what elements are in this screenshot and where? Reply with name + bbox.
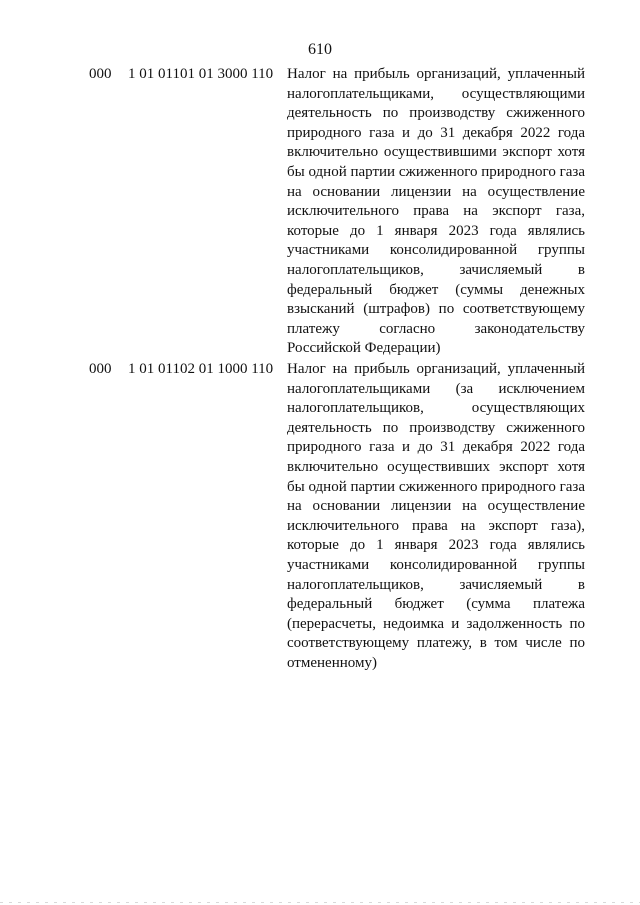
admin-code: 000 — [89, 361, 112, 377]
description-line: (перерасчеты, недоимка и задолженность по — [287, 615, 585, 632]
description-line: деятельность по производству сжиженного — [287, 419, 585, 436]
description-line: налогоплательщиками (за исключением — [287, 380, 585, 397]
description-line: бы одной партии сжиженного природного газа — [287, 163, 585, 180]
page-number: 610 — [308, 41, 332, 58]
description-line: исключительного права на экспорт газа, — [287, 203, 585, 220]
description-line: которые до 1 января 2023 года являлись — [287, 537, 585, 554]
description-line: природного газа и до 31 декабря 2022 года — [287, 439, 585, 456]
description-line: деятельность по производству сжиженного — [287, 105, 585, 122]
description-line: федеральный бюджет (сумма платежа — [287, 596, 585, 613]
description-line: природного газа и до 31 декабря 2022 года — [287, 124, 585, 141]
entry-description — [287, 360, 585, 674]
description-line: на основании лицензии на осуществление — [287, 498, 585, 515]
description-line: Налог на прибыль организаций, уплаченный — [287, 66, 585, 82]
description-line: Налог на прибыль организаций, уплаченный — [287, 361, 585, 377]
description-line: налогоплательщиков, зачисляемый в — [287, 261, 585, 278]
kbk-code: 1 01 01101 01 3000 110 — [128, 66, 274, 82]
kbk-code: 1 01 01102 01 1000 110 — [128, 361, 274, 377]
description-line: налогоплательщиками, осуществляющими — [287, 85, 585, 102]
description-line: взысканий (штрафов) по соответствующему — [287, 301, 585, 318]
description-line: на основании лицензии на осуществление — [287, 183, 585, 200]
description-line: платежу согласно законодательству — [287, 320, 585, 337]
description-line: бы одной партии сжиженного природного газа — [287, 478, 585, 495]
description-line: включительно осуществившими экспорт хотя — [287, 144, 585, 161]
admin-code: 000 — [89, 66, 112, 82]
description-line: отмененному) — [287, 654, 377, 671]
description-line: участниками консолидированной группы — [287, 556, 585, 573]
description-line: участниками консолидированной группы — [287, 242, 585, 259]
description-line: федеральный бюджет (суммы денежных — [287, 281, 585, 298]
scan-edge-divider — [0, 902, 640, 903]
description-line: налогоплательщиков, зачисляемый в — [287, 576, 585, 593]
entry-description — [287, 65, 585, 359]
description-line: включительно осуществивших экспорт хотя — [287, 458, 585, 475]
description-line: Российской Федерации) — [287, 340, 441, 357]
description-line: которые до 1 января 2023 года являлись — [287, 222, 585, 239]
description-line: исключительного права на экспорт газа), — [287, 517, 585, 534]
description-line: соответствующему платежу, в том числе по — [287, 635, 585, 652]
description-line: налогоплательщиков, осуществляющих — [287, 400, 585, 417]
